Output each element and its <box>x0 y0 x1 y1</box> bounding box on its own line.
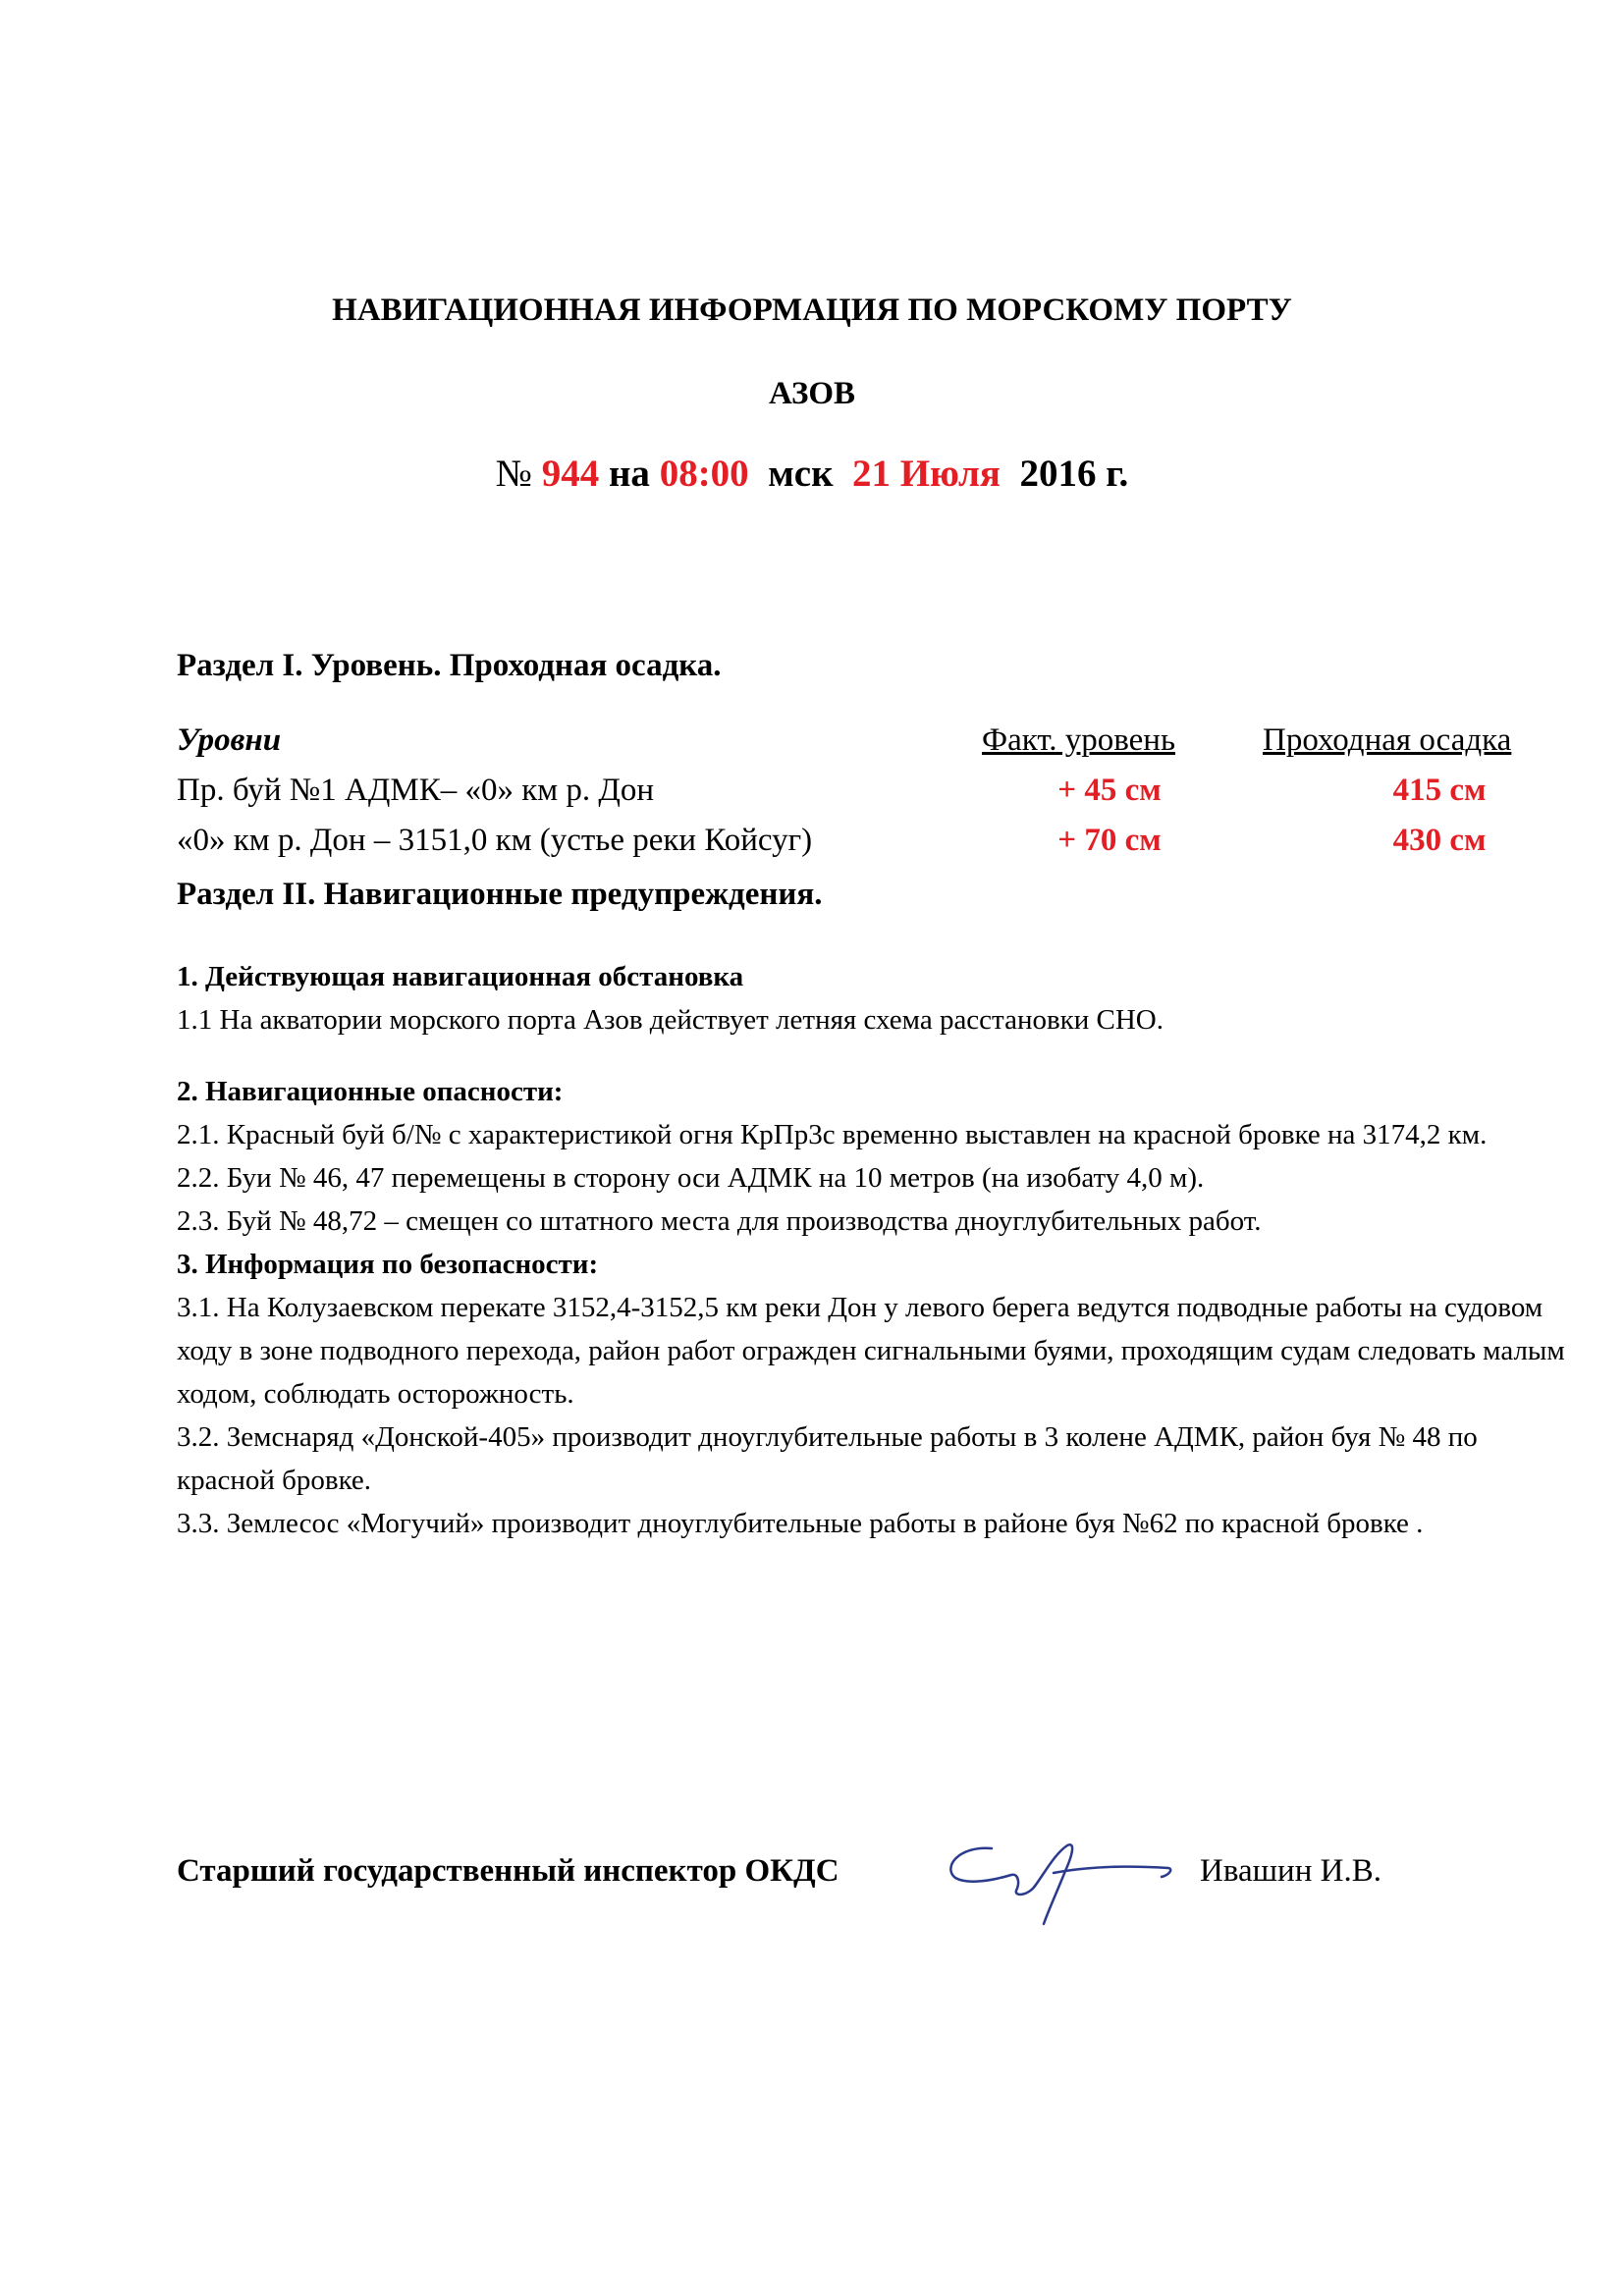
level-row-1-fact: + 45 см <box>1057 773 1162 808</box>
level-row-1-draft: 415 см <box>1392 773 1487 808</box>
timezone: мск <box>768 453 834 495</box>
bulletin-year: 2016 г. <box>1019 453 1129 495</box>
sub3-heading: 3. Информация по безопасности: <box>177 1249 599 1280</box>
sub3-item-2: 3.2. Земснаряд «Донской-405» производит дноуглубительные работы в 3 колене АДМК, район буя № 48 по красной бровке. <box>177 1421 1478 1496</box>
document-title-line2: АЗОВ <box>768 376 856 411</box>
col-draft-header: Проходная осадка <box>1263 722 1512 758</box>
section2-body <box>177 955 1571 1041</box>
sub2-item-2: 2.2. Буи № 46, 47 перемещены в сторону оси АДМК на 10 метров (на изобату 4,0 м). <box>177 1162 1205 1194</box>
section2-heading: Раздел II. Навигационные предупреждения. <box>177 877 823 912</box>
bulletin-time: 08:00 <box>659 453 749 495</box>
section2-dangers <box>177 1070 1571 1545</box>
bulletin-date: 21 Июля <box>852 453 1001 495</box>
sub1-item-1: 1.1 На акватории морского порта Азов действует летняя схема расстановки СНО. <box>177 1004 1164 1036</box>
sub2-item-1: 2.1. Красный буй б/№ с характеристикой огня КрПр3с временно выставлен на красной бровке на 3174,2 км. <box>177 1119 1488 1150</box>
level-row-2-fact: + 70 см <box>1057 823 1162 858</box>
signatory-name: Ивашин И.В. <box>1200 1853 1381 1889</box>
section1-heading: Раздел I. Уровень. Проходная осадка. <box>177 648 722 683</box>
sub1-heading: 1. Действующая навигационная обстановка <box>177 961 744 992</box>
col-fact-header: Факт. уровень <box>982 722 1176 758</box>
level-row-2-name: «0» км р. Дон – 3151,0 км (устье реки Койсуг) <box>177 823 813 858</box>
bulletin-number-line <box>0 452 1624 496</box>
number-prefix: № <box>495 453 532 495</box>
level-row-1-name: Пр. буй №1 АДМК– «0» км р. Дон <box>177 773 655 808</box>
sub2-item-3: 2.3. Буй № 48,72 – смещен со штатного места для производства дноуглубительных работ. <box>177 1205 1262 1237</box>
handwritten-signature <box>938 1824 1193 1932</box>
sub3-item-1: 3.1. На Колузаевском перекате 3152,4-3152,5 км реки Дон у левого берега ведутся подводные работы на судовом ходу в зоне подводного перехода, район работ огражден сигнальными буями, проходящим судам следовать малым ходом, соблюдать осторожность. <box>177 1292 1565 1410</box>
sub3-item-3: 3.3. Землесос «Могучий» производит дноуглубительные работы в районе буя №62 по красной бровке . <box>177 1508 1424 1539</box>
signatory-position: Старший государственный инспектор ОКДС <box>177 1853 839 1889</box>
sub2-heading: 2. Навигационные опасности: <box>177 1076 564 1107</box>
level-row-2-draft: 430 см <box>1392 823 1487 858</box>
at-word: на <box>608 453 650 495</box>
bulletin-number: 944 <box>541 453 600 495</box>
col-levels-header: Уровни <box>177 722 282 758</box>
document-title-line1: НАВИГАЦИОННАЯ ИНФОРМАЦИЯ ПО МОРСКОМУ ПОРТУ <box>332 293 1292 328</box>
